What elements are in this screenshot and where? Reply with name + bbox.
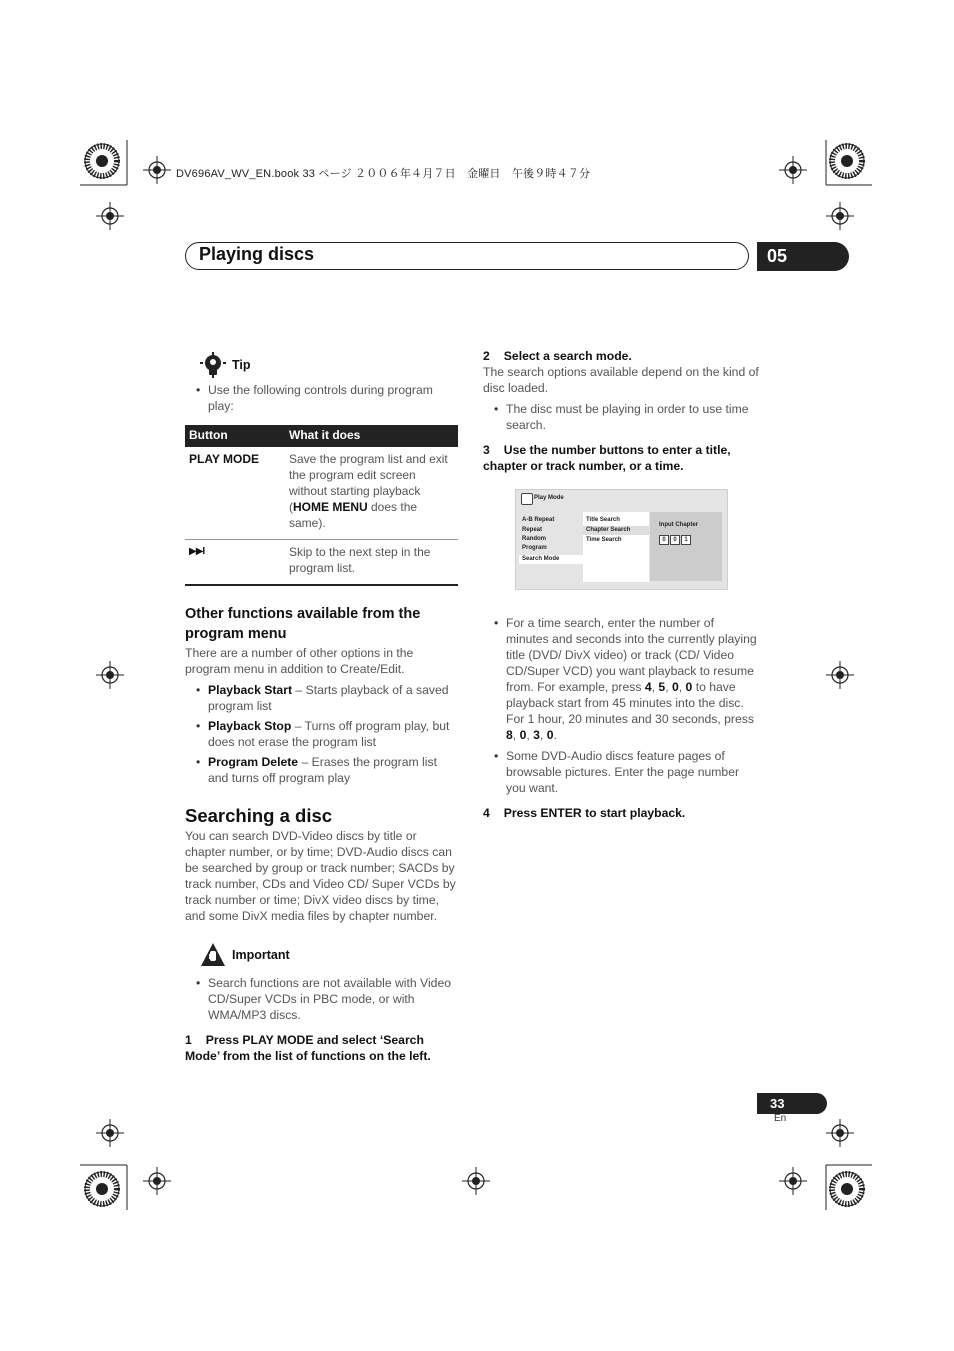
other-functions-heading: Other functions available from the program menu <box>185 606 421 642</box>
table-row <box>185 540 458 586</box>
dvd-audio-bullet: • Some DVD-Audio discs feature pages of browsable pictures. Enter the page number you want. <box>483 748 759 796</box>
osd-title: Play Mode <box>534 495 564 501</box>
step-1: 1 Press PLAY MODE and select ‘Search Mode’ from the list of functions on the left. <box>185 1033 431 1063</box>
lightbulb-icon <box>200 352 226 378</box>
step-2-bullet: • The disc must be playing in order to use time search. <box>483 401 759 433</box>
time-search-bullet: • For a time search, enter the number of minutes and seconds into the currently playing title (DVD/ DivX video) or track (CD/ Video CD/Super VCD) you want playback to resume from. For example, press 4, 5, 0, 0 to have playback start from 45 minutes into the disc. For 1 hour, 20 minutes and 30 seconds, press 8, 0, 3, 0. <box>483 615 759 743</box>
osd-menu-item: Repeat <box>522 527 543 533</box>
table-header-button: Button <box>185 425 285 447</box>
warning-hand-icon <box>200 942 226 968</box>
play-mode-screen <box>515 489 728 590</box>
osd-option: Time Search <box>586 537 622 543</box>
other-functions-intro: There are a number of other options in the program menu in addition to Create/Edit. <box>185 646 414 676</box>
page-language: En <box>774 1113 787 1124</box>
left-column <box>185 350 459 1064</box>
table-cell-button: PLAY MODE <box>185 447 285 540</box>
tip-label: Tip <box>232 358 251 372</box>
osd-menu-item: A-B Repeat <box>522 517 555 523</box>
step-4: 4 Press ENTER to start playback. <box>483 806 686 820</box>
tip-text: • Use the following controls during program play: <box>185 382 459 414</box>
table-row <box>185 447 458 540</box>
osd-digit: 0 <box>659 535 669 545</box>
table-cell-desc: Skip to the next step in the program list. <box>285 540 458 586</box>
table-header-what-it-does: What it does <box>285 425 458 447</box>
step-2: 2 Select a search mode. <box>483 349 632 363</box>
important-label: Important <box>232 948 290 962</box>
tip-heading <box>200 350 459 380</box>
list-item: • Playback Stop – Turns off program play, but does not erase the program list <box>185 718 459 750</box>
osd-menu <box>519 514 583 554</box>
play-mode-icon <box>521 493 533 505</box>
osd-menu-item-selected: Search Mode <box>519 555 583 564</box>
list-item: • Program Delete – Erases the program list and turns off program play <box>185 754 459 786</box>
chapter-number: 05 <box>757 242 849 271</box>
step-3: 3 Use the number buttons to enter a title, chapter or track number, or a time. <box>483 443 731 473</box>
file-header: DV696AV_WV_EN.book 33 ページ ２００６年４月７日 金曜日 午後９時４７分 <box>176 168 591 180</box>
chapter-title: Playing discs <box>199 244 315 264</box>
list-item: • Playback Start – Starts playback of a saved program list <box>185 682 459 714</box>
table-cell-button: ▶▶I <box>185 540 285 586</box>
osd-input-label: Input Chapter <box>659 522 698 528</box>
searching-heading: Searching a disc <box>185 805 333 826</box>
page-number: 33 <box>757 1093 827 1114</box>
important-heading <box>200 940 459 970</box>
important-text: • Search functions are not available with Video CD/Super VCDs in PBC mode, or with WMA/MP3 discs. <box>185 975 459 1023</box>
osd-digit: 1 <box>681 535 691 545</box>
osd-menu-item: Program <box>522 545 547 551</box>
osd-option-selected: Chapter Search <box>583 526 649 535</box>
controls-table <box>185 425 458 586</box>
osd-input-panel <box>650 512 722 581</box>
searching-intro: You can search DVD-Video discs by title or chapter number, or by time; DVD-Audio discs can be searched by group or track number; SACDs by track number, CDs and Video CD/ Super VCDs by track number or time; DivX video discs by time, and some DivX media files by chapter number. <box>185 829 456 923</box>
osd-digit: 0 <box>670 535 680 545</box>
step-2-text: The search options available depend on the kind of disc loaded. <box>483 365 759 395</box>
osd-option: Title Search <box>586 517 620 523</box>
osd-options <box>583 512 649 582</box>
osd-menu-item: Random <box>522 536 546 542</box>
table-cell-desc: Save the program list and exit the program edit screen without starting playback (HOME MENU does the same). <box>285 447 458 540</box>
osd-digit-boxes <box>659 535 691 545</box>
